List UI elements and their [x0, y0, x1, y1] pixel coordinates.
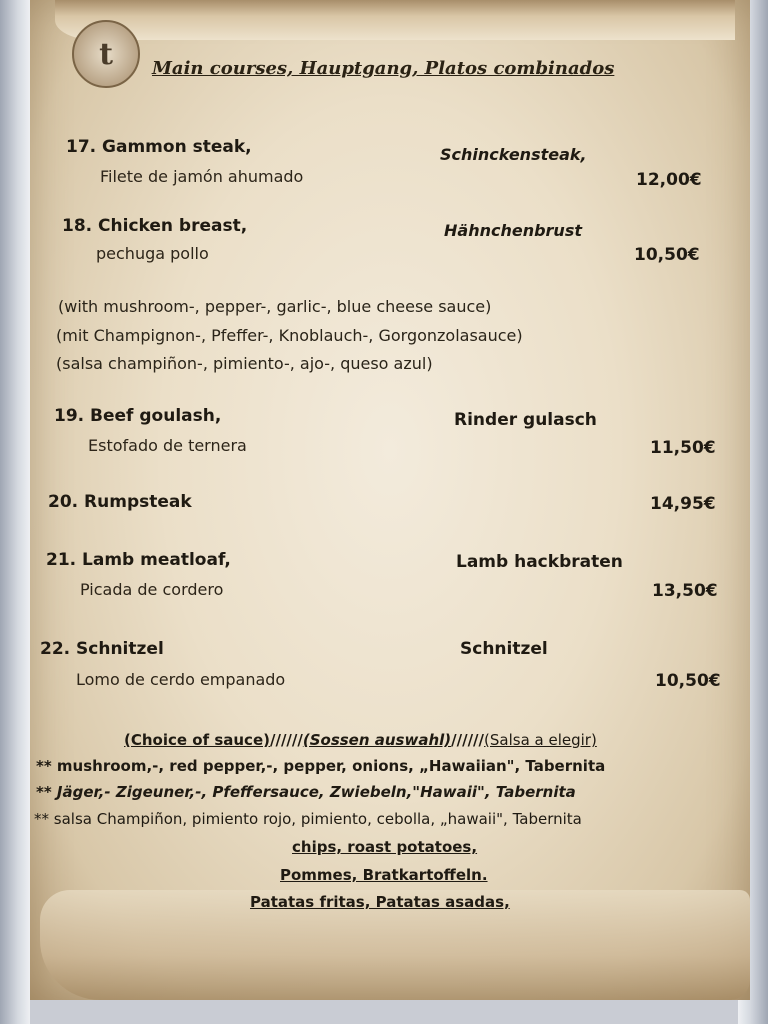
dish-22-german: Schnitzel — [460, 639, 548, 659]
sauce-note-english: (with mushroom-, pepper-, garlic-, blue cheese sauce) — [58, 297, 492, 316]
dish-18-name: 18. Chicken breast, — [62, 216, 248, 236]
sauce-note-german: (mit Champignon-, Pfeffer-, Knoblauch-, Gorgonzolasauce) — [56, 326, 523, 345]
page-title: Main courses, Hauptgang, Platos combinados — [152, 58, 615, 79]
restaurant-logo-icon — [72, 20, 140, 88]
sauce-choice-header-spanish: (Salsa a elegir) — [484, 731, 597, 749]
menu-sleeve-left — [0, 0, 30, 1024]
dish-21-spanish: Picada de cordero — [80, 580, 224, 599]
dish-20-price: 14,95€ — [650, 494, 716, 514]
sauce-choice-header-english: (Choice of sauce) — [124, 731, 270, 749]
dish-22-spanish: Lomo de cerdo empanado — [76, 670, 286, 689]
sides-english: chips, roast potatoes, — [292, 838, 478, 856]
dish-17-price: 12,00€ — [636, 170, 702, 190]
dish-19-spanish: Estofado de ternera — [88, 436, 247, 455]
dish-19-price: 11,50€ — [650, 438, 716, 458]
dish-20-name: 20. Rumpsteak — [48, 492, 192, 512]
dish-18-price: 10,50€ — [634, 245, 700, 265]
sauce-choice-separator: ////// — [451, 731, 485, 749]
dish-21-name: 21. Lamb meatloaf, — [46, 550, 231, 570]
dish-19-german: Rinder gulasch — [454, 410, 597, 430]
scroll-curl-top — [55, 0, 735, 40]
dish-17-german: Schinckensteak, — [440, 145, 587, 164]
dish-18-spanish: pechuga pollo — [96, 244, 209, 263]
dish-17-spanish: Filete de jamón ahumado — [100, 167, 304, 186]
dish-22-name: 22. Schnitzel — [40, 639, 164, 659]
dish-17-name: 17. Gammon steak, — [66, 137, 252, 157]
sides-german: Pommes, Bratkartoffeln. — [280, 866, 488, 884]
sauce-note-spanish: (salsa champiñon-, pimiento-, ajo-, queso azul) — [56, 354, 433, 373]
sides-spanish: Patatas fritas, Patatas asadas, — [250, 893, 510, 911]
sauce-choice-header-german: (Sossen auswahl) — [302, 731, 452, 749]
logo-letter: t — [99, 36, 113, 72]
sauce-choice-separator: ////// — [269, 731, 303, 749]
sauce-options-english: ** mushroom,-, red pepper,-, pepper, onions, „Hawaiian", Tabernita — [36, 757, 606, 775]
sauce-options-spanish: ** salsa Champiñon, pimiento rojo, pimiento, cebolla, „hawaii", Tabernita — [34, 810, 582, 828]
sauce-choice-header — [124, 730, 597, 749]
dish-19-name: 19. Beef goulash, — [54, 406, 222, 426]
sauce-options-german: ** Jäger,- Zigeuner,-, Pfeffersauce, Zwiebeln,"Hawaii", Tabernita — [36, 783, 576, 801]
dish-22-price: 10,50€ — [655, 671, 721, 691]
dish-18-german: Hähnchenbrust — [444, 221, 582, 240]
dish-21-price: 13,50€ — [652, 581, 718, 601]
dish-21-german: Lamb hackbraten — [456, 552, 623, 572]
